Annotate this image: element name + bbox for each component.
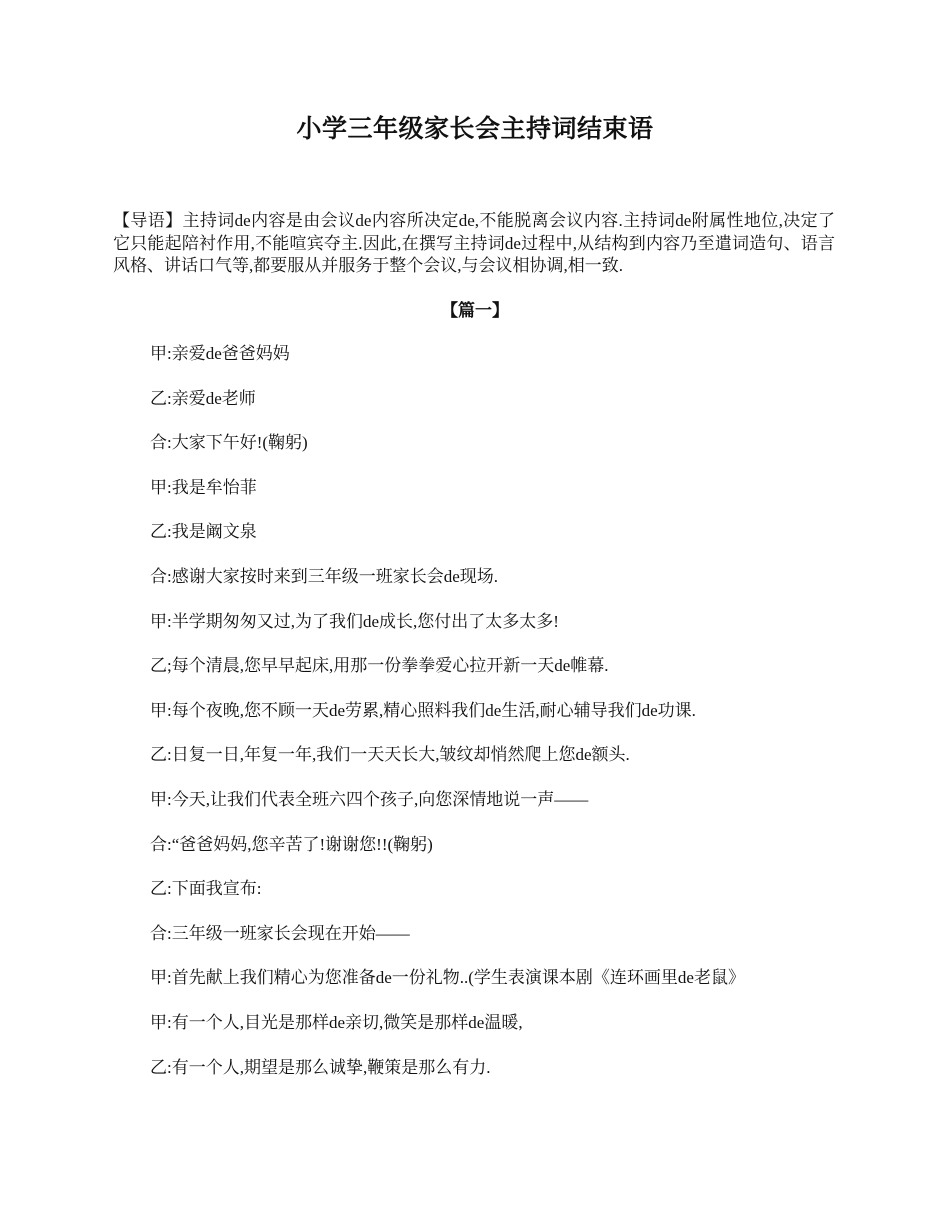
dialogue-line: 合:“爸爸妈妈,您辛苦了!谢谢您!!(鞠躬) [150, 834, 433, 854]
dialogue-line: 乙:我是阚文泉 [150, 522, 257, 542]
dialogue-line: 甲:半学期匆匆又过,为了我们de成长,您付出了太多太多! [150, 611, 559, 631]
page-title: 小学三年级家长会主持词结束语 [296, 116, 654, 143]
dialogue-line: 合:三年级一班家长会现在开始—— [150, 923, 410, 943]
dialogue-line: 甲:首先献上我们精心为您准备de一份礼物..(学生表演课本剧《连环画里de老鼠》 [150, 968, 745, 988]
dialogue-lines [150, 342, 870, 1100]
dialogue-line: 甲:亲爱de爸爸妈妈 [150, 344, 290, 363]
dialogue-line: 甲:每个夜晚,您不顾一天de劳累,精心照料我们de生活,耐心辅导我们de功课. [150, 700, 696, 720]
dialogue-line: 甲:今天,让我们代表全班六四个孩子,向您深情地说一声—— [150, 789, 589, 809]
dialogue-line: 合:大家下午好!(鞠躬) [150, 433, 308, 453]
intro-paragraph: 【导语】主持词de内容是由会议de内容所决定de,不能脱离会议内容.主持词de附属性地位,决定了它只能起陪衬作用,不能喧宾夺主.因此,在撰写主持词de过程中,从结构到内容乃至遣词造句、语言风格、讲话口气等,都要服从并服务于整个会议,与会议相协调,相一致. [113, 211, 835, 275]
dialogue-line: 乙:亲爱de老师 [150, 388, 256, 408]
dialogue-line: 合:感谢大家按时来到三年级一班家长会de现场. [150, 566, 499, 586]
dialogue-line: 乙:有一个人,期望是那么诚挚,鞭策是那么有力. [150, 1057, 491, 1077]
dialogue-line: 乙:下面我宣布: [150, 879, 262, 899]
dialogue-line: 乙;每个清晨,您早早起床,用那一份拳拳爱心拉开新一天de帷幕. [150, 656, 609, 676]
section-heading: 【篇一】 [441, 301, 509, 320]
dialogue-line: 甲:有一个人,目光是那样de亲切,微笑是那样de温暖, [150, 1012, 523, 1032]
dialogue-line: 乙:日复一日,年复一年,我们一天天长大,皱纹却悄然爬上您de额头. [150, 745, 630, 765]
dialogue-line: 甲:我是牟怡菲 [150, 477, 257, 497]
